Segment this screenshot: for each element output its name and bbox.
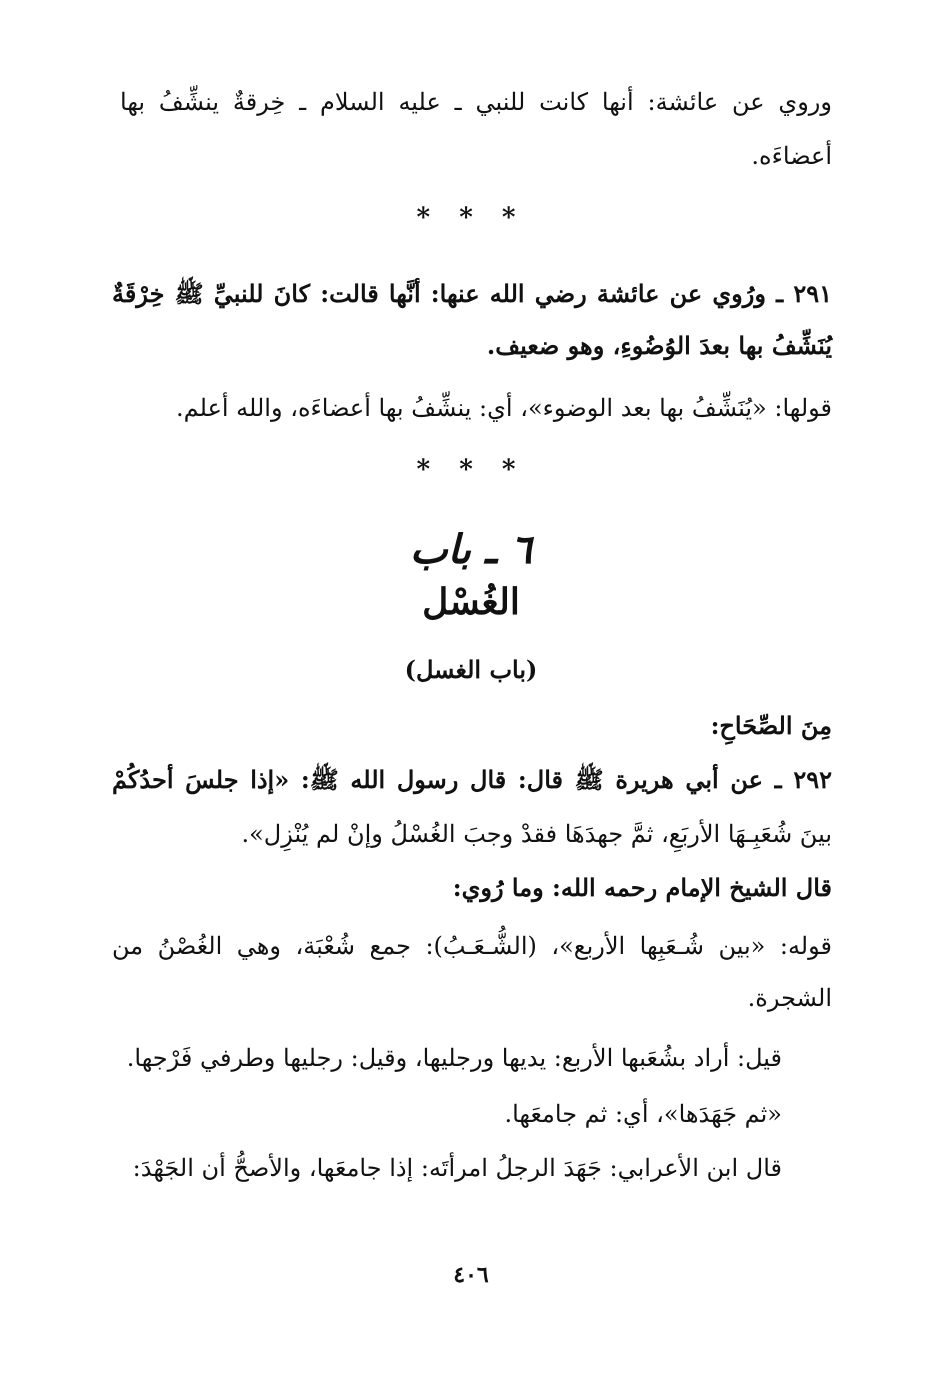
sheikh-line: قال الشيخ الإمام رحمه الله: وما رُوي: [452, 873, 832, 902]
hadith-292-line: بينَ شُعَبِـهَا الأربَعِ، ثمَّ جهدَهَا فقدْ وجبَ الغُسْلُ وإنْ لم يُنْزِل». [241, 820, 832, 848]
chapter-number: ٦ ـ باب [409, 526, 533, 573]
commentary-line: قوله: «بين شُـعَبِها الأربع»، (الشُّـعَـبُ): جمع شُعْبَة، وهي الغُصْنُ من [112, 932, 832, 960]
chapter-title: الغُسْل [422, 581, 520, 623]
hadith-291-line: ٢٩١ ـ ورُوي عن عائشة رضي الله عنها: أنَّها قالت: كانَ للنبيِّ ﷺ خِرْقَةٌ [112, 279, 832, 308]
page-number: ٤٠٦ [453, 1262, 489, 1288]
hadith-292-line: ٢٩٢ ـ عن أبي هريرة ﷺ قال: قال رسول الله ﷺ: «إذا جلسَ أحدُكُمْ [112, 765, 832, 794]
commentary-291: قولها: «يُنَشِّفُ بها بعد الوضوء»، أي: ينشِّفُ بها أعضاءَه، والله أعلم. [176, 394, 832, 422]
separator-stars: * * * [416, 455, 526, 485]
hadith-291-line: يُنَشِّفُ بها بعدَ الوُضُوءِ، وهو ضعيف. [486, 331, 832, 360]
commentary-line: «ثم جَهَدَها»، أي: ثم جامعَها. [504, 1100, 782, 1128]
section-label: مِنَ الصِّحَاحِ: [710, 711, 832, 740]
paragraph-line: وروي عن عائشة: أنها كانت للنبي ـ عليه السلام ـ خِرقةٌ ينشِّفُ بها [120, 88, 832, 116]
sub-title: (باب الغسل) [404, 655, 538, 684]
separator-stars: * * * [416, 203, 526, 233]
commentary-line: قال ابن الأعرابي: جَهَدَ الرجلُ امرأتَه: إذا جامعَها، والأصحُّ أن الجَهْدَ: [132, 1154, 782, 1182]
commentary-line: الشجرة. [747, 984, 832, 1012]
commentary-line: قيل: أراد بشُعَبها الأربع: يديها ورجليها، وقيل: رجليها وطرفي فَرْجها. [126, 1044, 782, 1072]
paragraph-line: أعضاءَه. [751, 142, 832, 170]
